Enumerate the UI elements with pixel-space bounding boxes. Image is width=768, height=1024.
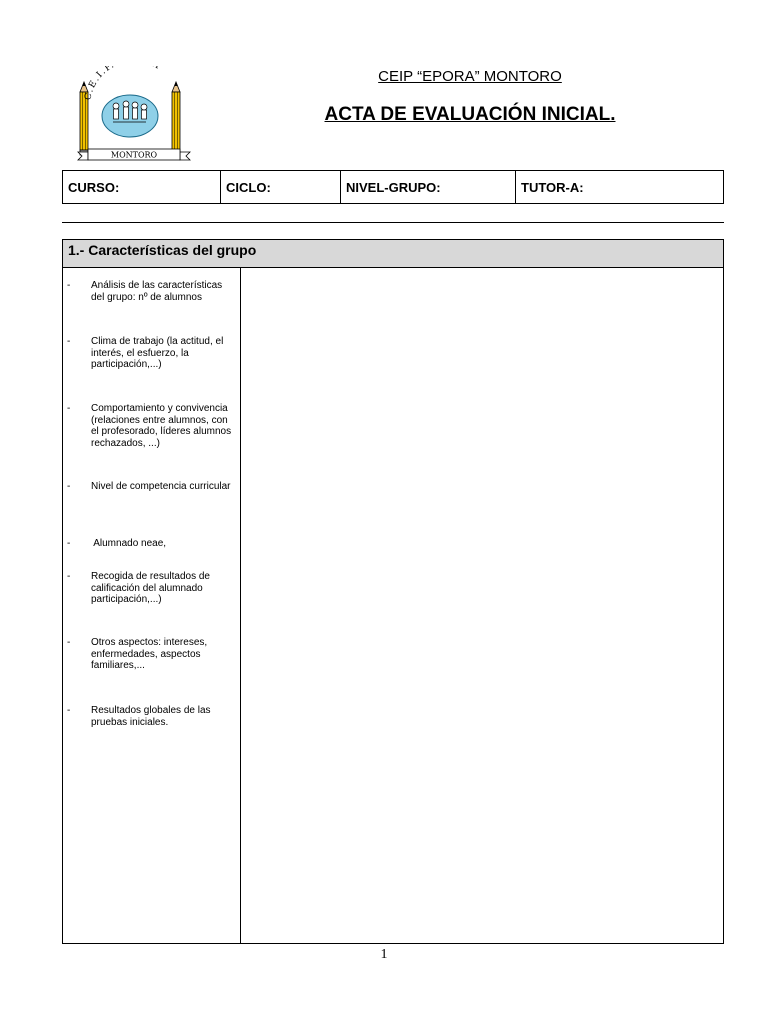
right-pencil-icon bbox=[172, 82, 180, 155]
list-dash: - bbox=[67, 571, 71, 582]
list-item-text: Otros aspectos: intereses, enfermedades, aspectos familiares,... bbox=[91, 637, 208, 671]
list-dash: - bbox=[67, 336, 71, 347]
list-dash: - bbox=[67, 280, 71, 291]
criteria-column bbox=[63, 268, 241, 943]
ciclo-label: CICLO: bbox=[221, 171, 341, 203]
list-item-text: Comportamiento y convivencia (relaciones entre alumnos, con el profesorado, líderes alumnos rechazados, ...) bbox=[91, 403, 232, 449]
list-item-text: Alumnado neae, bbox=[91, 538, 167, 549]
page-number: 1 bbox=[380, 947, 388, 962]
curso-label: CURSO: bbox=[63, 171, 221, 203]
list-item-text: Recogida de resultados de calificación del alumnado participación,...) bbox=[91, 571, 210, 605]
list-item-text: Resultados globales de las pruebas iniciales. bbox=[91, 705, 211, 728]
tutor-label: TUTOR-A: bbox=[521, 180, 584, 195]
list-dash: - bbox=[67, 705, 71, 716]
list-dash: - bbox=[67, 538, 71, 549]
list-dash: - bbox=[67, 481, 71, 492]
list-item-text: Clima de trabajo (la actitud, el interés, el esfuerzo, la participación,...) bbox=[91, 336, 224, 370]
school-name: CEIP “EPORA” MONTORO bbox=[378, 68, 562, 85]
logo-arc-text: C.E.I.P bbox=[83, 66, 114, 102]
section-title: 1.- Características del grupo bbox=[63, 240, 723, 268]
nivel-grupo-label: NIVEL-GRUPO: bbox=[341, 171, 516, 203]
group-characteristics-table bbox=[62, 239, 724, 944]
list-dash: - bbox=[67, 637, 71, 648]
logo-banner-text: MONTORO bbox=[110, 150, 158, 160]
school-logo bbox=[74, 66, 194, 166]
horizontal-rule bbox=[62, 222, 724, 223]
list-dash: - bbox=[67, 403, 71, 414]
montoro-banner bbox=[78, 149, 190, 160]
list-item-text: Nivel de competencia curricular bbox=[91, 481, 231, 492]
info-table bbox=[62, 170, 724, 204]
list-item-text: Análisis de las características del grupo: nº de alumnos bbox=[91, 280, 223, 303]
document-title: ACTA DE EVALUACIÓN INICIAL. bbox=[324, 104, 616, 125]
